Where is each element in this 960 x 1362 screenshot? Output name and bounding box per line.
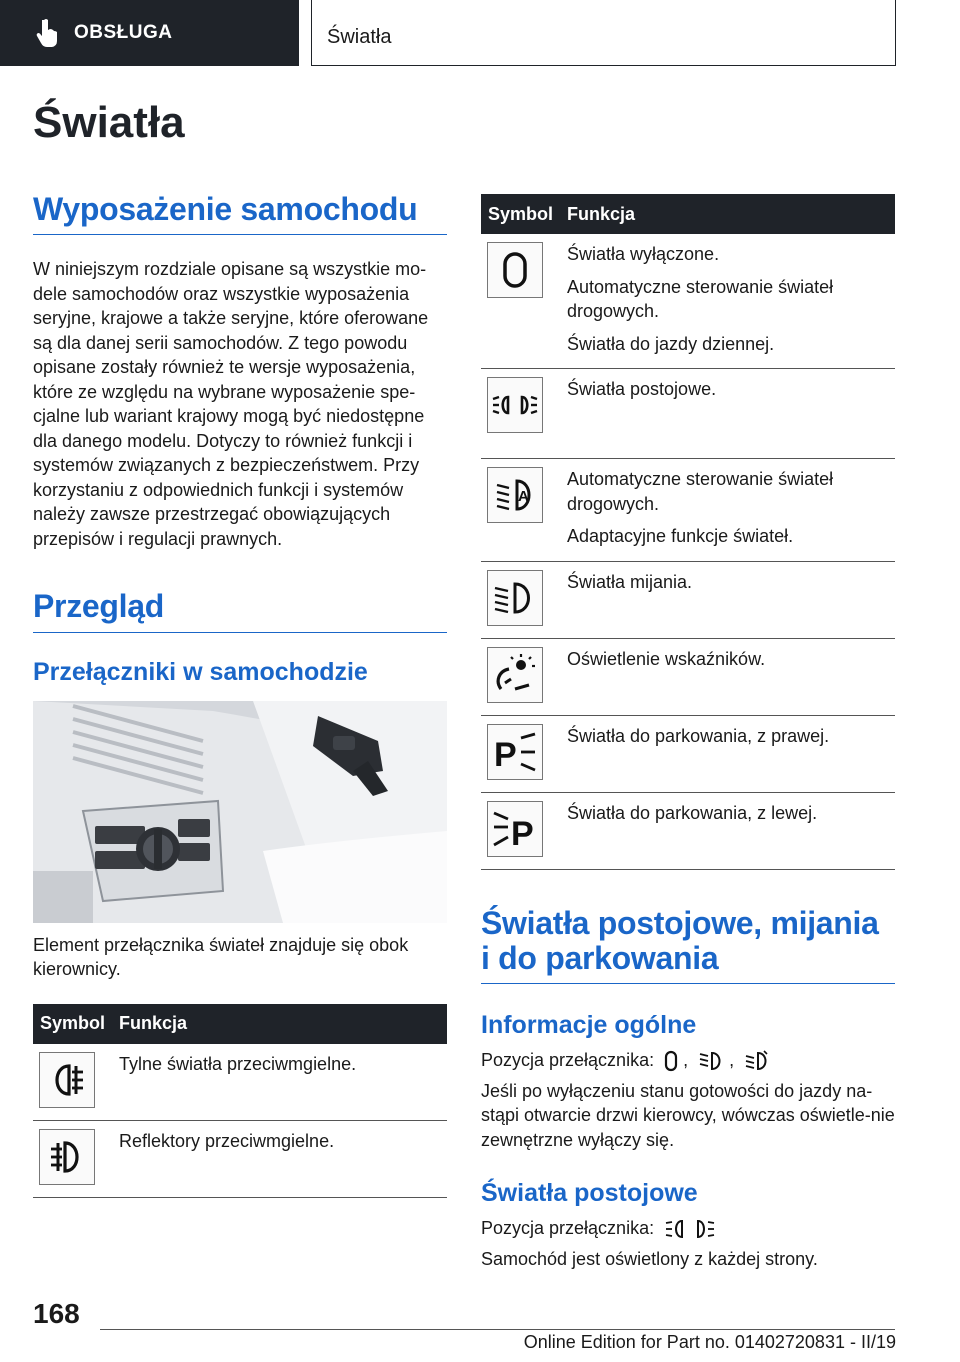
function-text: Automatyczne sterowanie świateł drogowych. <box>567 276 834 321</box>
parking-lights-heading: Światła postojowe <box>481 1179 698 1208</box>
function-column-header: Funkcja <box>567 194 895 234</box>
table-row <box>481 638 895 715</box>
page-title: Światła <box>33 98 185 147</box>
function-text: Światła wyłączone. <box>567 244 720 264</box>
lights-off-icon <box>664 1050 678 1072</box>
lights-off-icon <box>487 242 543 298</box>
front-fog-light-icon <box>39 1129 95 1185</box>
table-row <box>481 715 895 792</box>
light-switch-photo <box>33 701 447 923</box>
switch-position-line <box>481 1048 895 1073</box>
function-text: Tylne światła przeciwmgielne. <box>119 1053 357 1074</box>
switch-position-label: Pozycja przełącznika: <box>481 1218 655 1239</box>
left-column <box>33 190 447 1198</box>
function-text: Światła do jazdy dziennej. <box>567 333 775 354</box>
lights-section-heading: Światła postojowe, mijania i do parkowania <box>481 906 895 985</box>
section-tab-label: OBSŁUGA <box>74 22 173 43</box>
right-column <box>481 194 895 1271</box>
running-header-title: Światła <box>327 26 392 48</box>
function-text: Oświetlenie wskaźników. <box>567 648 766 669</box>
table-row <box>481 561 895 638</box>
svg-text:P: P <box>494 735 517 774</box>
svg-text:P: P <box>511 814 534 853</box>
running-header <box>311 0 896 66</box>
general-info-body: Jeśli po wyłączeniu stanu gotowości do jazdy na-stąpi otwarcie drzwi kierowcy, wówczas oświetle-nie zewnętrzne wyłączy się. <box>481 1080 895 1150</box>
parking-lights-icon <box>487 377 543 433</box>
fog-lights-table <box>33 1004 447 1198</box>
overview-heading: Przegląd <box>33 587 447 632</box>
light-switch-table <box>481 194 895 870</box>
function-text: Światła do parkowania, z lewej. <box>567 802 818 823</box>
separator: , <box>729 1050 735 1071</box>
parking-right-icon <box>487 724 543 780</box>
page-number: 168 <box>33 1298 80 1329</box>
instrument-lighting-icon <box>487 647 543 703</box>
table-row <box>33 1044 447 1121</box>
switch-location-caption: Element przełącznika świateł znajduje się obok kierownicy. <box>33 934 409 980</box>
table-row <box>481 792 895 869</box>
table-row <box>481 234 895 369</box>
low-beam-icon <box>744 1050 770 1072</box>
function-column-header: Funkcja <box>119 1004 447 1044</box>
rear-fog-light-icon <box>39 1052 95 1108</box>
switch-position-label: Pozycja przełącznika: <box>481 1050 655 1071</box>
separator: , <box>683 1050 689 1071</box>
function-text: Światła mijania. <box>567 571 693 592</box>
table-row <box>481 459 895 562</box>
parking-switch-position-line <box>481 1216 895 1241</box>
auto-headlight-icon <box>487 467 543 523</box>
function-text: Reflektory przeciwmgielne. <box>119 1130 335 1151</box>
switches-heading: Przełączniki w samochodzie <box>33 657 368 686</box>
function-text: Światła postojowe. <box>567 379 717 399</box>
parking-lights-icon <box>698 1050 724 1072</box>
parking-lights-body: Samochód jest oświetlony z każdej strony. <box>481 1248 818 1269</box>
cockpit-illustration-icon <box>33 701 447 923</box>
table-row <box>481 369 895 459</box>
function-text: Automatyczne sterowanie świateł drogowych. <box>567 469 834 514</box>
function-text: Światła do parkowania, z prawej. <box>567 725 830 746</box>
edition-note: Online Edition for Part no. 01402720831 - II/19 <box>523 1332 896 1352</box>
function-text: Adaptacyjne funkcje świateł. <box>567 526 794 546</box>
equipment-heading: Wyposażenie samochodu <box>33 190 447 235</box>
symbol-column-header: Symbol <box>33 1004 119 1044</box>
section-tab <box>0 0 299 66</box>
footer-divider <box>100 1329 895 1330</box>
equipment-body: W niniejszym rozdziale opisane są wszystkie mo-dele samochodów oraz wszystkie wyposażenia seryjne, krajowe a także seryjne, które oferowane są dla danej serii samochodów. Z tego powodu opisane zostały również te wersje wyposażenia, które ze względu na wybrane wyposażenie spe-cjalne lub wariant krajowy mogą być niedostępne dla danego modelu. Dotyczy to również funkcji i systemów związanych z bezpieczeństwem. Przy korzystaniu z odpowiednich funkcji i systemów należy zawsze przestrzegać obowiązujących przepisów i regulacji prawnych. <box>33 259 429 549</box>
parking-left-icon <box>487 801 543 857</box>
parking-lights-icon <box>664 1218 716 1240</box>
hand-pointer-icon <box>36 18 60 48</box>
general-info-heading: Informacje ogólne <box>481 1011 697 1040</box>
svg-text:A: A <box>518 488 529 505</box>
low-beam-icon <box>487 570 543 626</box>
table-row <box>33 1120 447 1197</box>
symbol-column-header: Symbol <box>481 194 567 234</box>
